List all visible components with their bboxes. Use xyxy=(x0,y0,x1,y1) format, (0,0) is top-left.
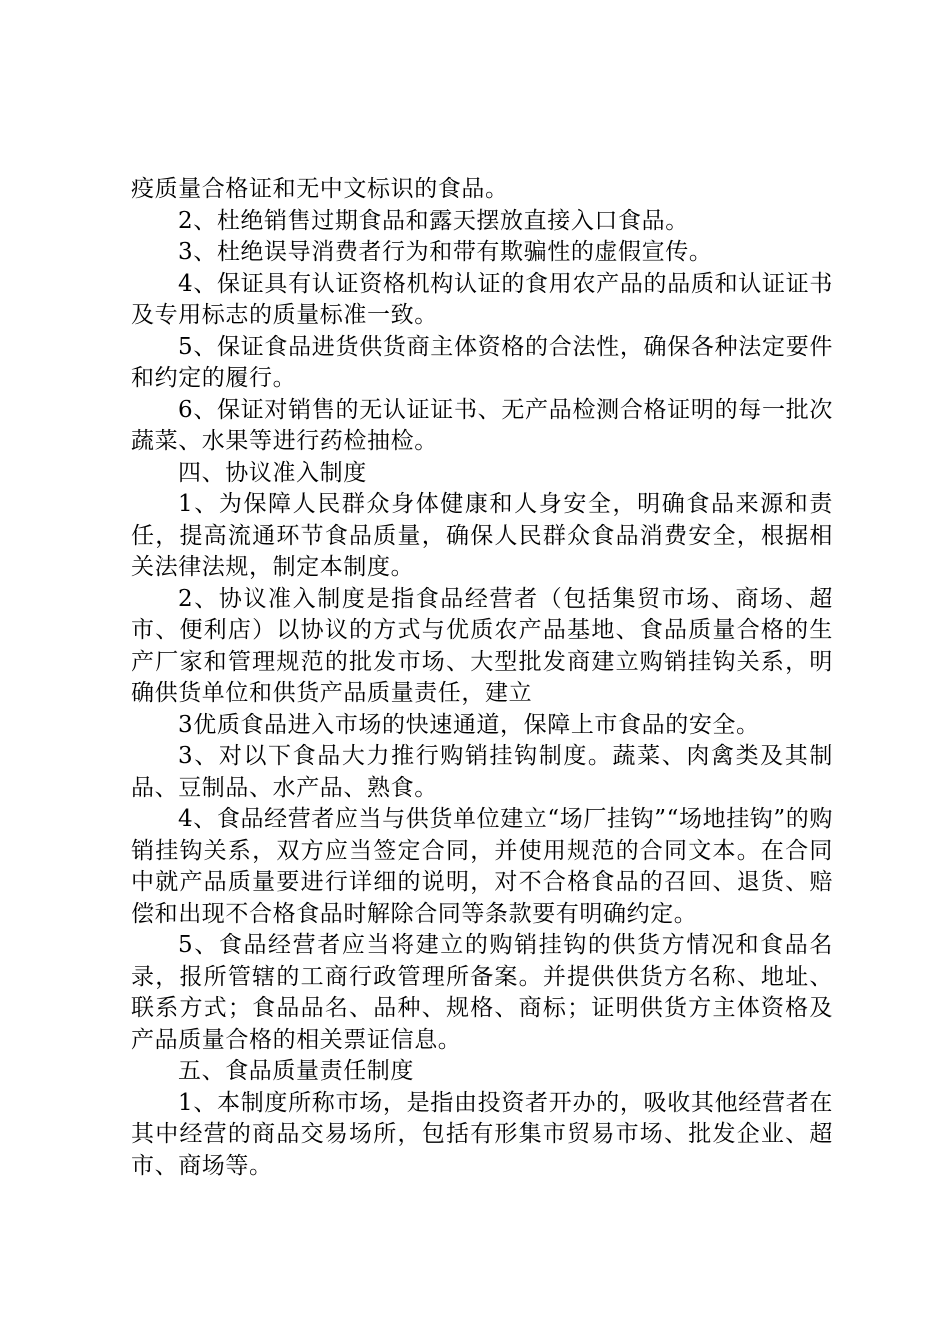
section-heading: 五、食品质量责任制度 xyxy=(178,1058,414,1084)
paragraph: 2、协议准入制度是指食品经营者（包括集贸市场、商场、超市、便利店）以协议的方式与优质农产品基地、食品质量合格的生产厂家和管理规范的批发市场、大型批发商建立购销挂钩关系，明确供货单位和供货产品质量责任，建立 xyxy=(131,585,833,706)
paragraph: 3优质食品进入市场的快速通道，保障上市食品的安全。 xyxy=(178,711,760,738)
paragraph: 4、保证具有认证资格机构认证的食用农产品的品质和认证证书及专用标志的质量标准一致。 xyxy=(131,270,833,328)
paragraph: 1、为保障人民群众身体健康和人身安全，明确食品来源和责任，提高流通环节食品质量，确保人民群众食品消费安全，根据相关法律法规，制定本制度。 xyxy=(131,491,833,580)
paragraph: 2、杜绝销售过期食品和露天摆放直接入口食品。 xyxy=(178,207,689,234)
paragraph: 3、杜绝误导消费者行为和带有欺骗性的虚假宣传。 xyxy=(178,239,713,265)
document-body xyxy=(131,174,833,1182)
paragraph: 1、本制度所称市场，是指由投资者开办的，吸收其他经营者在其中经营的商品交易场所，包括有形集市贸易市场、批发企业、超市、商场等。 xyxy=(131,1089,833,1179)
paragraph: 5、保证食品进货供货商主体资格的合法性，确保各种法定要件和约定的履行。 xyxy=(131,333,833,391)
paragraph: 5、食品经营者应当将建立的购销挂钩的供货方情况和食品名录，报所管辖的工商行政管理所备案。并提供供货方名称、地址、联系方式；食品品名、品种、规格、商标；证明供货方主体资格及产品质量合格的相关票证信息。 xyxy=(131,932,833,1053)
paragraph: 4、食品经营者应当与供货单位建立“场厂挂钩”“场地挂钩”的购销挂钩关系，双方应当签定合同，并使用规范的合同文本。在合同中就产品质量要进行详细的说明，对不合格食品的召回、退货、赔偿和出现不合格食品时解除合同等条款要有明确约定。 xyxy=(131,806,833,927)
paragraph: 疫质量合格证和无中文标识的食品。 xyxy=(131,176,509,202)
paragraph: 3、对以下食品大力推行购销挂钩制度。蔬菜、肉禽类及其制品、豆制品、水产品、熟食。 xyxy=(131,743,833,801)
section-heading: 四、协议准入制度 xyxy=(178,459,367,486)
paragraph: 6、保证对销售的无认证证书、无产品检测合格证明的每一批次蔬菜、水果等进行药检抽检。 xyxy=(131,396,833,454)
